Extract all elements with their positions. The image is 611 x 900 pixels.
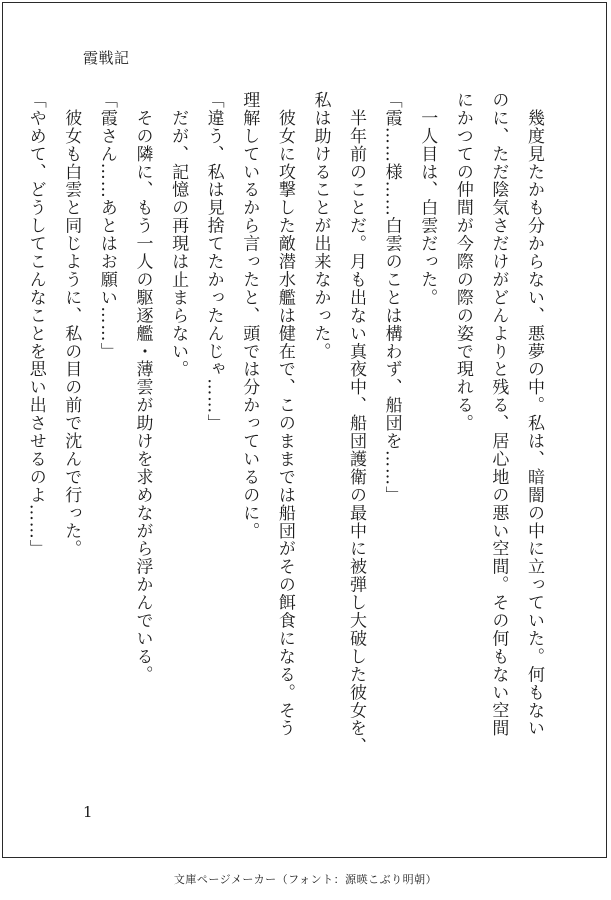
text-line: 私は助けることが出来なかった。 (310, 91, 331, 361)
text-line: 彼女に攻撃した敵潜水艦は健在で、このままでは船団がその餌食になる。そう (274, 91, 295, 738)
running-header-title: 霞戦記 (83, 49, 130, 67)
text-line: のに、ただ陰気さだけがどんよりと残る、居心地の悪い空間。その何もない空間 (488, 91, 509, 738)
vertical-body-text (25, 91, 551, 781)
text-line: その隣に、もう一人の駆逐艦・薄雲が助けを求めながら浮かんでいる。 (132, 91, 153, 684)
text-line: 「霞さん……あとはお願い……」 (96, 91, 117, 361)
text-line: 「違う、私は見捨てたかったんじゃ……」 (203, 91, 224, 433)
text-line: 彼女も白雲と同じように、私の目の前で沈んで行った。 (61, 91, 82, 558)
text-line: 「霞……様……白雲のことは構わず、船団を……」 (381, 91, 402, 504)
manuscript-page (2, 2, 607, 858)
text-line: 半年前のことだ。月も出ない真夜中、船団護衛の最中に被弾し大破した彼女を、 (346, 91, 367, 756)
footer-credit: 文庫ページメーカー（フォント：源暎こぶり明朝） (173, 873, 438, 886)
text-line: だが、記憶の再現は止まらない。 (168, 91, 189, 379)
text-line: 「やめて、どうしてこんなことを思い出させるのよ……」 (25, 91, 46, 558)
text-line: 幾度見たかも分からない、悪夢の中。私は、暗闇の中に立っていた。何もない (524, 91, 544, 738)
text-line: 理解しているから言ったと、頭では分かっているのに。 (239, 91, 260, 540)
page-number: 1 (83, 803, 93, 821)
text-line: にかつての仲間が今際の際の姿で現れる。 (452, 91, 473, 433)
text-line: 一人目は、白雲だった。 (417, 91, 438, 307)
